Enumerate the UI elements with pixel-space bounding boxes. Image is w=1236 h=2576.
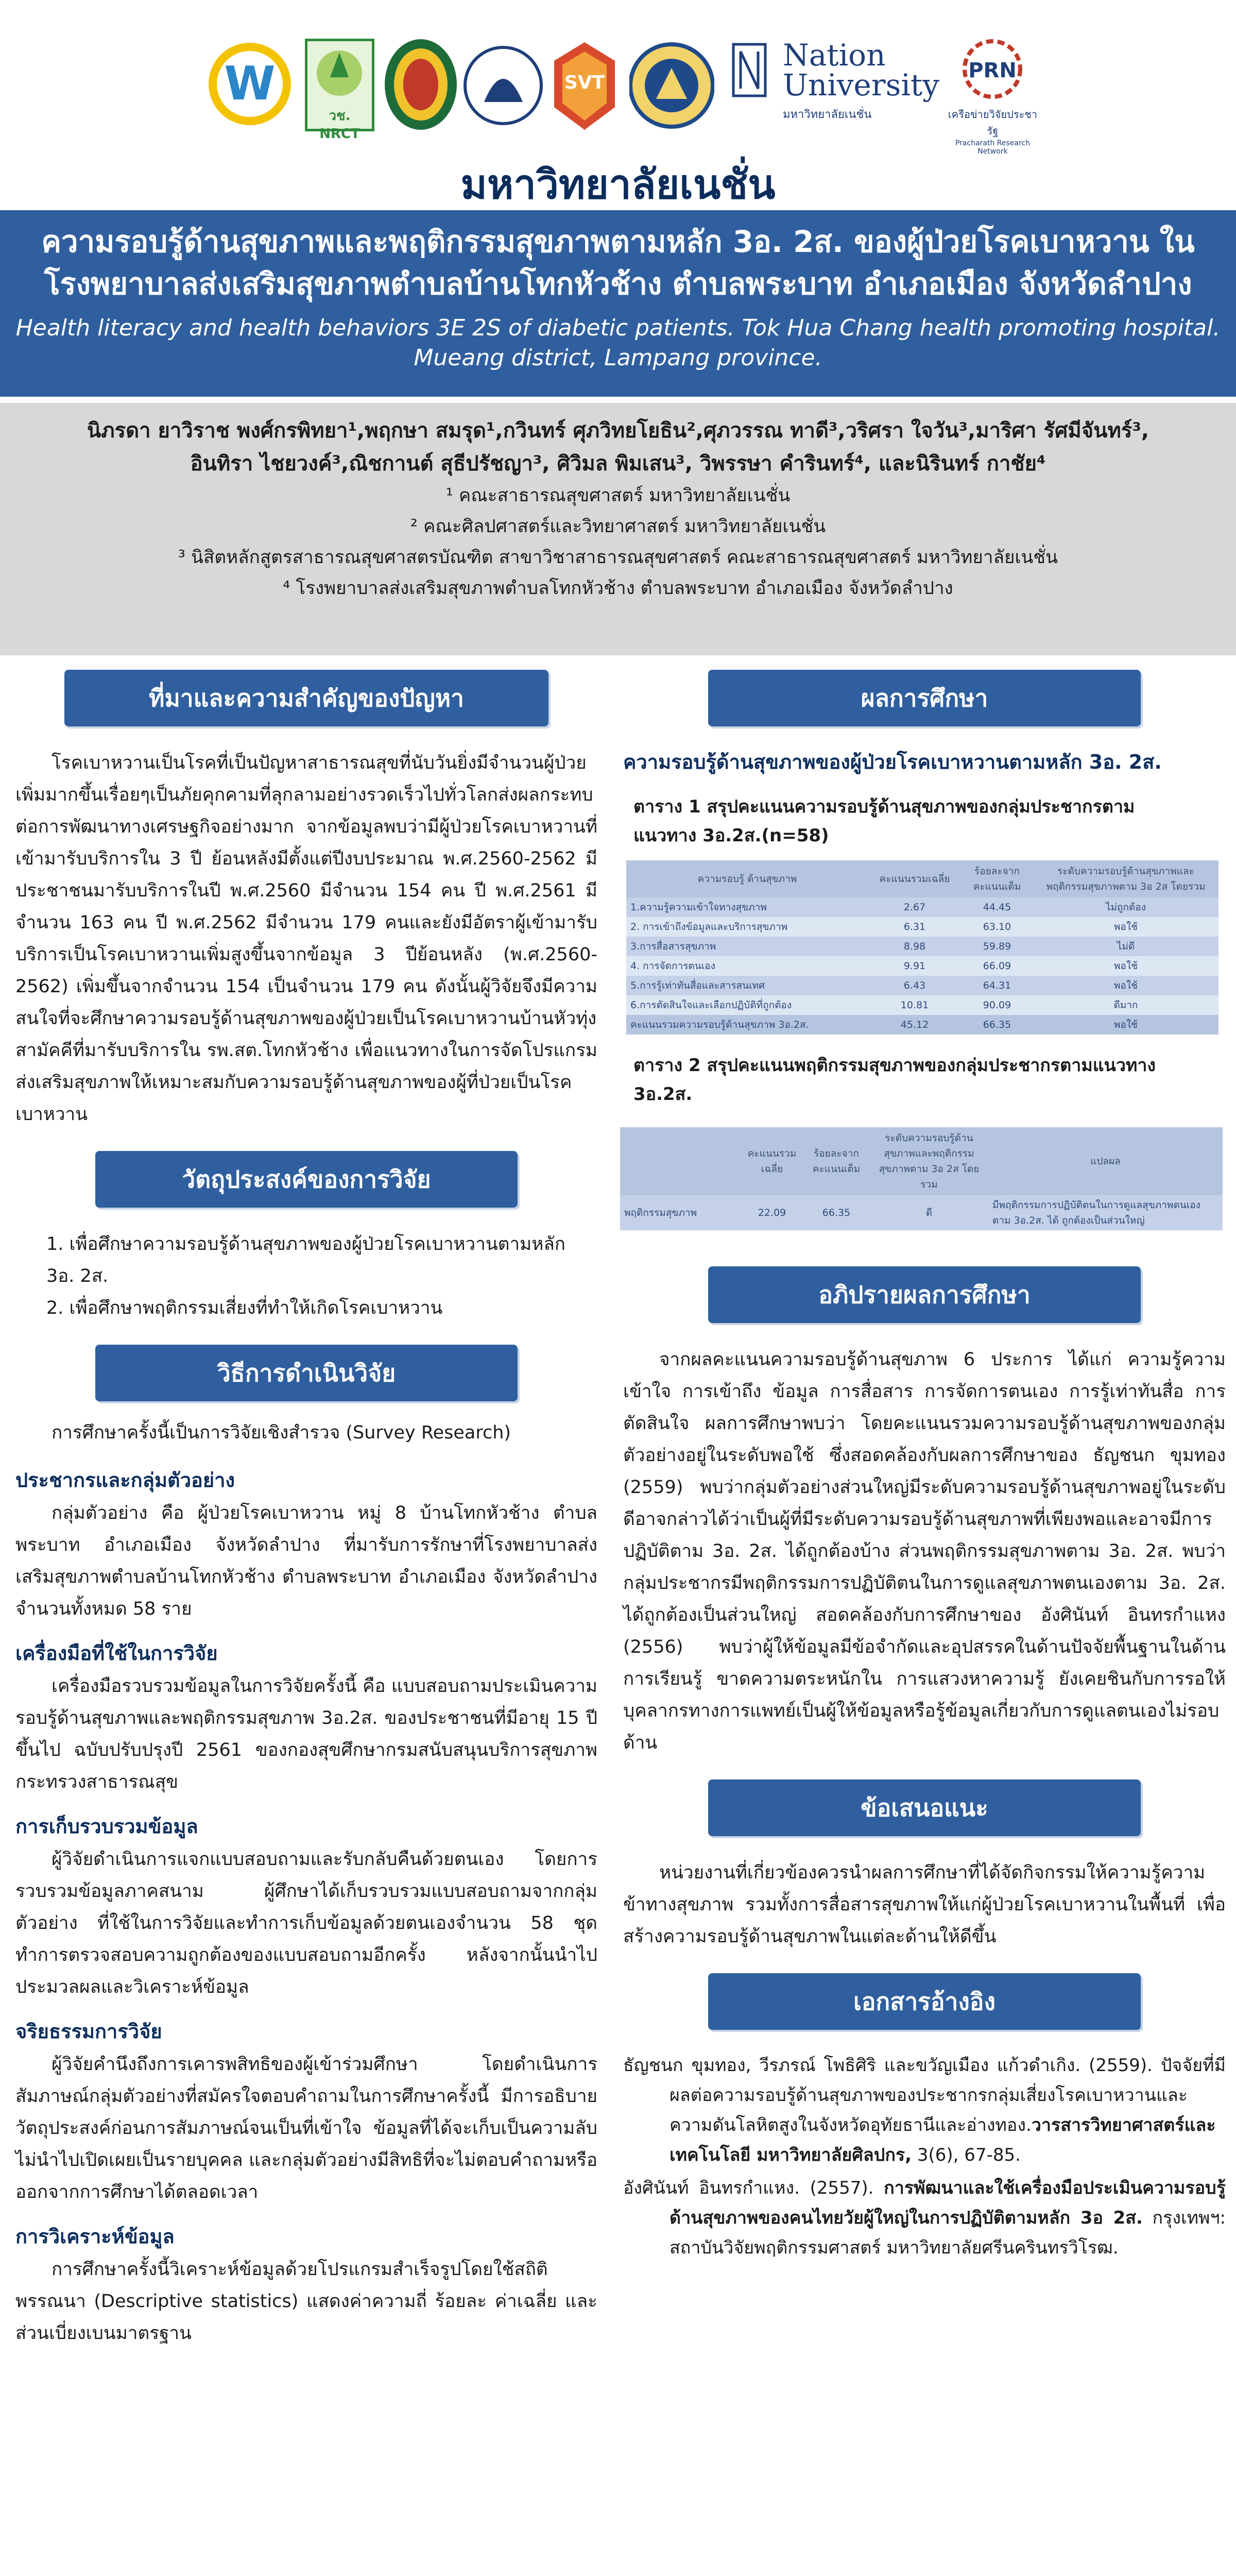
reference-2: อังศินันท์ อินทรกำแหง. (2557). การพัฒนาและใช้เครื่องมือประเมินความรอบรู้ด้านสุขภาพของคนไทยวัยผู้ใหญ่ในการปฏิบัติตามหลัก 3อ 2ส. กรุงเทพฯ: สถาบันวิจัยพฤติกรรมศาสตร์ มหาวิทยาลัยศรีนครินทรวิโรฒ. <box>623 2178 1226 2258</box>
table-cell: ไม่ถูกต้อง <box>1033 897 1218 917</box>
table1-row <box>626 995 1218 1015</box>
table2-caption: ตาราง 2 สรุปคะแนนพฤติกรรมสุขภาพของกลุ่มประชากรตามแนวทาง 3อ.2ส. <box>633 1055 1156 1105</box>
discussion-heading: อภิปรายผลการศึกษา <box>708 1266 1141 1323</box>
table-cell: 6.31 <box>868 917 961 937</box>
table-cell: 5.การรู้เท่าทันสื่อและสารสนเทศ <box>626 976 868 995</box>
table-cell: 66.35 <box>961 1015 1033 1035</box>
table1-header: ความรอบรู้ ด้านสุขภาพ <box>626 860 868 897</box>
emblem-logo <box>629 37 714 134</box>
method-intro: การศึกษาครั้งนี้เป็นการวิจัยเชิงสำรวจ (Survey Research) <box>52 1422 511 1443</box>
analysis-text: การศึกษาครั้งนี้วิเคราะห์ข้อมูลด้วยโปรแกรมสำเร็จรูปโดยใช้สถิติพรรณนา (Descriptive statistics) แสดงค่าความถี่ ร้อยละ ค่าเฉลี่ย และส่วนเบี่ยงเบนมาตรฐาน <box>15 2259 597 2344</box>
background-heading: ที่มาและความสำคัญของปัญหา <box>64 670 548 726</box>
objective-heading: วัตถุประสงค์ของการวิจัย <box>95 1151 518 1208</box>
objective-item: 1. เพื่อศึกษาความรอบรู้ด้านสุขภาพของผู้ป่วยโรคเบาหวานตามหลัก 3อ. 2ส. <box>46 1234 565 1286</box>
table-cell: 59.89 <box>961 937 1033 956</box>
suggestion-heading: ข้อเสนอแนะ <box>708 1780 1141 1836</box>
affiliation-3: ³ นิสิตหลักสูตรสาธารณสุขศาสตรบัณฑิต สาขาวิชาสาธารณสุขศาสตร์ คณะสาธารณสุขศาสตร์ มหาวิทยาลัยเนชั่น <box>178 547 1058 568</box>
table-cell: พอใช้ <box>1033 1015 1218 1035</box>
title-band <box>0 210 1236 397</box>
table1-row <box>626 897 1218 917</box>
table1-row <box>626 976 1218 995</box>
table1-row <box>626 956 1218 976</box>
table2-row <box>620 1195 1223 1230</box>
svt-logo: SVT <box>551 40 618 132</box>
table2-header <box>620 1127 741 1195</box>
table2-header: ร้อยละจาก คะแนนเต็ม <box>803 1127 870 1195</box>
table-cell: 63.10 <box>961 917 1033 937</box>
table1-header: คะแนนรวมเฉลี่ย <box>868 860 961 897</box>
table-1 <box>626 860 1218 1035</box>
population-text: กลุ่มตัวอย่าง คือ ผู้ป่วยโรคเบาหวาน หมู่ 8 บ้านโทกหัวช้าง ตำบลพระบาท อำเภอเมือง จังหวัดลำปาง ที่มารับการรักษาที่โรงพยาบาลส่งเสริมสุขภาพตำบลบ้านโทกหัวช้าง ตำบลพระบาท อำเภอเมือง จังหวัดลำปาง จำนวนทั้งหมด 58 ราย <box>15 1503 597 1619</box>
table-2 <box>620 1127 1223 1230</box>
university-title: มหาวิทยาลัยเนชั่น <box>460 161 776 208</box>
table-cell: พอใช้ <box>1033 976 1218 995</box>
table-cell: พอใช้ <box>1033 917 1218 937</box>
table-cell: 9.91 <box>868 956 961 976</box>
table1-row <box>626 937 1218 956</box>
english-title: Health literacy and health behaviors 3E 2S of diabetic patients. Tok Hua Chang health promoting hospital. Mueang district, Lampang province. <box>15 315 1221 371</box>
table-cell: 64.31 <box>961 976 1033 995</box>
objective-list <box>15 1228 597 1324</box>
table-cell: 90.09 <box>961 995 1033 1015</box>
collection-heading: การเก็บรวบรวมข้อมูล <box>15 1815 198 1838</box>
background-text: โรคเบาหวานเป็นโรคที่เป็นปัญหาสาธารณสุขที่นับวันยิ่งมีจำนวนผู้ป่วยเพิ่มมากขึ้นเรื่อยๆเป็นภัยคุกคามที่ลุกลามอย่างรวดเร็วไปทั่วโลกส่งผลกระทบต่อการพัฒนาทางเศรษฐกิจอย่างมาก จากข้อมูลพบว่ามีผู้ป่วยโรคเบาหวานที่เข้ามารับบริการใน 3 ปี ย้อนหลังมีตั้งแต่ปีงบประมาณ พ.ศ.2560-2562 มีประชาชนมารับบริการในปี พ.ศ.2560 มีจำนวน 154 คน ปี พ.ศ.2561 มีจำนวน 163 คน ปี พ.ศ.2562 มีจำนวน 179 คนและยังมีอัตราผู้เข้ามารับบริการเป็นโรคเบาหวานเพิ่มสูงขึ้นจากข้อมูล 3 ปีย้อนหลัง (พ.ศ.2560-2562) เพิ่มขึ้นจากจำนวน 154 เป็นจำนวน 179 คน ดังนั้นผู้วิจัยจึงมีความสนใจที่จะศึกษาความรอบรู้ด้านสุขภาพของผู้ป่วยเป็นโรคเบาหวานบ้านหัวทุ่งสามัคคีที่มารับบริการใน รพ.สต.โทกหัวช้าง เพื่อแนวทางในการจัดโปรแกรมส่งเสริมสุขภาพให้เหมาะสมกับความรอบรู้ด้านสุขภาพของผู้ที่ป่วยเป็นโรคเบาหวาน <box>15 753 597 1125</box>
table-cell: คะแนนรวมความรอบรู้ด้านสุขภาพ 3อ.2ส. <box>626 1015 868 1035</box>
table-cell: พฤติกรรมสุขภาพ <box>620 1195 741 1230</box>
method-heading: วิธีการดำเนินวิจัย <box>95 1345 518 1401</box>
author-band <box>0 403 1236 655</box>
suggestion-text: หน่วยงานที่เกี่ยวข้องควรนำผลการศึกษาที่ได้จัดกิจกรรมให้ความรู้ความข้าทางสุขภาพ รวมทั้งการสื่อสารสุขภาพให้แก่ผู้ป่วยโรคเบาหวานในพื้นที่ เพื่อสร้างความรอบรู้ด้านสุขภาพในแต่ละด้านให้ดีขึ้น <box>623 1862 1226 1947</box>
table-cell: ดีมาก <box>1033 995 1218 1015</box>
table1-header: ร้อยละจาก คะแนนเต็ม <box>961 860 1033 897</box>
table-cell: พอใช้ <box>1033 956 1218 976</box>
reference-heading: เอกสารอ้างอิง <box>708 1973 1141 2030</box>
population-heading: ประชากรและกลุ่มตัวอย่าง <box>15 1469 235 1492</box>
nrct-emblem-icon <box>307 41 372 103</box>
table-cell: 10.81 <box>868 995 961 1015</box>
svg-text:W: W <box>224 57 276 111</box>
affiliation-2: ² คณะศิลปศาสตร์และวิทยาศาสตร์ มหาวิทยาลัยเนชั่น <box>410 516 826 537</box>
nrct-logo: วช. NRCT <box>305 39 374 131</box>
results-subheading: ความรอบรู้ด้านสุขภาพของผู้ป่วยโรคเบาหวานตามหลัก 3อ. 2ส. <box>623 751 1162 773</box>
table2-header: ระดับความรอบรู้ด้านสุขภาพและพฤติกรรมสุขภาพตาม 3อ 2ส โดยรวม <box>870 1127 988 1195</box>
table-cell: 2.67 <box>868 897 961 917</box>
logo-bar <box>0 0 1236 156</box>
table2-header: คะแนนรวม เฉลี่ย <box>741 1127 803 1195</box>
left-column <box>15 670 597 2349</box>
ministry-public-health-logo <box>464 40 543 130</box>
tool-text: เครื่องมือรวบรวมข้อมูลในการวิจัยครั้งนี้ คือ แบบสอบถามประเมินความรอบรู้ด้านสุขภาพและพฤติกรรมสุขภาพ 3อ.2ส. ของประชาชนที่มีอายุ 15 ปีขึ้นไป ฉบับปรับปรุงปี 2561 ของกองสุขศึกษากรมสนับสนุนบริการสุขภาพกระทรวงสาธารณสุข <box>15 1676 597 1792</box>
table2-header: แปลผล <box>988 1127 1223 1195</box>
table-cell: ดี <box>870 1195 988 1230</box>
tool-heading: เครื่องมือที่ใช้ในการวิจัย <box>15 1642 218 1665</box>
table-cell: 66.09 <box>961 956 1033 976</box>
prn-logo: PRN เครือข่ายวิจัยประชารัฐ Pracharath Research Network <box>945 37 1040 135</box>
table-cell: 66.35 <box>803 1195 870 1230</box>
nu-w-logo <box>206 39 294 129</box>
right-column <box>623 670 1226 2263</box>
table1-header: ระดับความรอบรู้ด้านสุขภาพและพฤติกรรมสุขภาพตาม 3อ 2ส โดยรวม <box>1033 860 1218 897</box>
table1-row <box>626 1015 1218 1035</box>
nation-university-logo: Nation University มหาวิทยาลัยเนชั่น <box>731 36 937 129</box>
table1-caption: ตาราง 1 สรุปคะแนนความรอบรู้ด้านสุขภาพของกลุ่มประชากรตาม แนวทาง 3อ.2ส.(n=58) <box>633 796 1135 846</box>
discussion-text: จากผลคะแนนความรอบรู้ด้านสุขภาพ 6 ประการ ได้แก่ ความรู้ความเข้าใจ การเข้าถึง ข้อมูล การสื่อสาร การจัดการตนเอง การรู้เท่าทันสื่อ การตัดสินใจ ผลการศึกษาพบว่า โดยคะแนนรวมความรอบรู้ด้านสุขภาพของกลุ่มตัวอย่างอยู่ในระดับพอใช้ ซึ่งสอดคล้องกับผลการศึกษาของ ธัญชนก ขุมทอง (2559) พบว่ากลุ่มตัวอย่างส่วนใหญ่มีระดับความรอบรู้ด้านสุขภาพอยู่ในระดับดีอาจกล่าวได้ว่าเป็นผู้ที่มีระดับความรอบรู้ด้านสุขภาพที่เพียงพอและอาจมีการปฏิบัติตาม 3อ. 2ส. ได้ถูกต้องบ้าง ส่วนพฤติกรรมสุขภาพตาม 3อ. 2ส. พบว่า กลุ่มประชากรมีพฤติกรรมการปฏิบัติตนในการดูแลสุขภาพตนเองตาม 3อ. 2ส. ได้ถูกต้องเป็นส่วนใหญ่ สอดคล้องกับการศึกษาของ อังศินันท์ อินทรกำแหง (2556) พบว่าผู้ให้ข้อมูลมีข้อจำกัดและอุปสรรคในด้านปัจจัยพื้นฐานในด้านการเรียนรู้ ขาดความตระหนักใน การแสวงหาความรู้ ยังเคยชินกับการรอให้บุคลากรทางการแพทย์เป็นผู้ให้ข้อมูลหรือรู้ข้อมูลเกี่ยวกับการดูแลตนเองไม่รอบด้าน <box>623 1349 1226 1753</box>
analysis-heading: การวิเคราะห์ข้อมูล <box>15 2225 175 2248</box>
table-cell: 4. การจัดการตนเอง <box>626 956 868 976</box>
thai-title: ความรอบรู้ด้านสุขภาพและพฤติกรรมสุขภาพตามหลัก 3อ. 2ส. ของผู้ป่วยโรคเบาหวาน ใน โรงพยาบาลส่งเสริมสุขภาพตำบลบ้านโทกหัวช้าง ตำบลพระบาท อำเภอเมือง จังหวัดลำปาง <box>41 224 1195 301</box>
table-cell: ไม่ดี <box>1033 937 1218 956</box>
table-cell: 1.ความรู้ความเข้าใจทางสุขภาพ <box>626 897 868 917</box>
table-cell: 3.การสื่อสารสุขภาพ <box>626 937 868 956</box>
table-cell: 6.43 <box>868 976 961 995</box>
ethics-heading: จริยธรรมการวิจัย <box>15 2020 162 2043</box>
results-heading: ผลการศึกษา <box>708 670 1141 726</box>
objective-item: 2. เพื่อศึกษาพฤติกรรมเสี่ยงที่ทำให้เกิดโรคเบาหวาน <box>46 1298 443 1318</box>
ethics-text: ผู้วิจัยคำนึงถึงการเคารพสิทธิของผู้เข้าร่วมศึกษา โดยดำเนินการสัมภาษณ์กลุ่มตัวอย่างที่สมัครใจตอบคำถามในการศึกษาครั้งนี้ มีการอธิบายวัตถุประสงค์ก่อนการสัมภาษณ์จนเป็นที่เข้าใจ ข้อมูลที่ได้จะเก็บเป็นความลับ ไม่นำไปเปิดเผยเป็นรายบุคคล และกลุ่มตัวอย่างมีสิทธิที่จะไม่ตอบคำถามหรือออกจากการศึกษาได้ตลอดเวลา <box>15 2054 597 2202</box>
table-cell: 8.98 <box>868 937 961 956</box>
author-list: นิภรดา ยาวิราช พงศ์กรพิทยา¹,พฤกษา สมรุด¹,กวินทร์ ศุภวิทยโยธิน²,ศุภวรรณ ทาดี³,วริศรา ใจวัน³,มาริศา รัศมีจันทร์³, อินทิรา ไชยวงค์³,ณิชกานต์ สุธีปรัชญา³, ศิวิมล พิมเสน³, วิพรรษา คำรินทร์⁴, และนิรินทร์ กาชัย⁴ <box>87 419 1149 476</box>
table-cell: 44.45 <box>961 897 1033 917</box>
reference-1: ธัญชนก ขุมทอง, วีรภรณ์ โพธิศิริ และขวัญเมือง แก้วดำเกิง. (2559). ปัจจัยที่มีผลต่อความรอบรู้ด้านสุขภาพของประชากรกลุ่มเสี่ยงโรคเบาหวานและความดันโลหิตสูงในจังหวัดอุทัยธานีและอ่างทอง.วารสารวิทยาศาสตร์และเทคโนโลยี มหาวิทยาลัยศิลปกร, 3(6), 67-85. <box>623 2055 1226 2165</box>
affiliation-1: ¹ คณะสาธารณสุขศาสตร์ มหาวิทยาลัยเนชั่น <box>445 485 791 506</box>
ministry-logo <box>382 37 459 132</box>
nation-n-icon <box>731 42 767 99</box>
table-cell: 6.การตัดสินใจและเลือกปฏิบัติที่ถูกต้อง <box>626 995 868 1015</box>
prn-text: PRN <box>968 59 1017 82</box>
affiliation-4: ⁴ โรงพยาบาลส่งเสริมสุขภาพตำบลโทกหัวช้าง ตำบลพระบาท อำเภอเมือง จังหวัดลำปาง <box>283 578 953 599</box>
table-cell: มีพฤติกรรมการปฏิบัติตนในการดูแลสุขภาพตนเองตาม 3อ.2ส. ได้ ถูกต้องเป็นส่วนใหญ่ <box>988 1195 1223 1230</box>
table1-row <box>626 917 1218 937</box>
collection-text: ผู้วิจัยดำเนินการแจกแบบสอบถามและรับกลับคืนด้วยตนเอง โดยการรวบรวมข้อมูลภาคสนาม ผู้ศึกษาได้เก็บรวบรวมแบบสอบถามจากกลุ่มตัวอย่าง ที่ใช้ในการวิจัยและทำการเก็บข้อมูลด้วยตนเองจำนวน 58 ชุด ทำการตรวจสอบความถูกต้องของแบบสอบถามอีกครั้ง หลังจากนั้นนำไปประมวลผลและวิเคราะห์ข้อมูล <box>15 1849 597 1997</box>
prn-emblem-icon <box>945 37 1040 104</box>
table-cell: 22.09 <box>741 1195 803 1230</box>
table-cell: 45.12 <box>868 1015 961 1035</box>
table-cell: 2. การเข้าถึงข้อมูลและบริการสุขภาพ <box>626 917 868 937</box>
